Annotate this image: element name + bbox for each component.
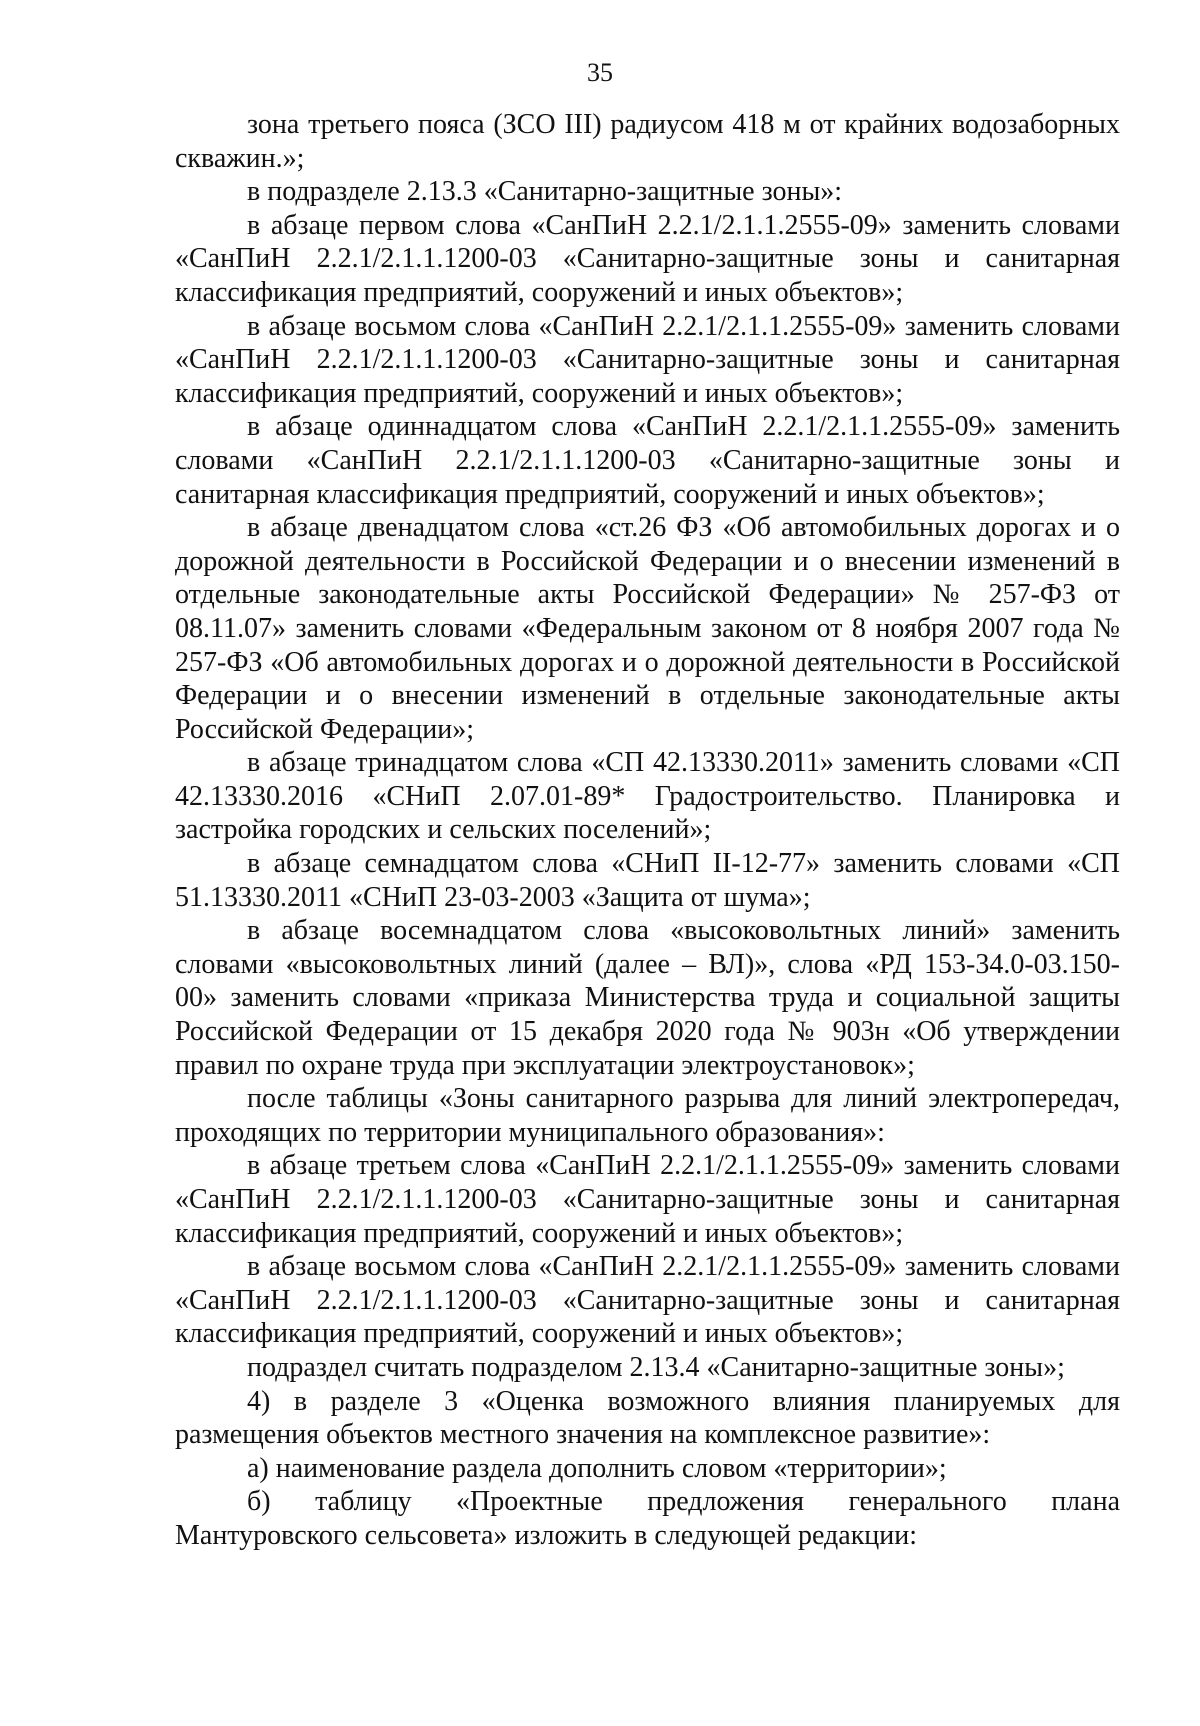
paragraph: в подразделе 2.13.3 «Санитарно-защитные зоны»:	[247, 176, 843, 208]
paragraph: 4) в разделе 3 «Оценка возможного влияния планируемых для размещения объектов местного значения на комплексное развитие»:	[175, 1385, 1120, 1451]
paragraph: в абзаце тринадцатом слова «СП 42.13330.2011» заменить словами «СП 42.13330.2016 «СНиП 2.07.01-89* Градостроительство. Планировка и застройка городских и сельских поселений»;	[175, 747, 1120, 846]
paragraph: в абзаце одиннадцатом слова «СанПиН 2.2.1/2.1.1.2555-09» заменить словами «СанПиН 2.2.1/2.1.1.1200-03 «Санитарно-защитные зоны и санитарная классификация предприятий, сооружений и иных объектов»;	[175, 411, 1120, 510]
paragraph: подраздел считать подразделом 2.13.4 «Санитарно-защитные зоны»;	[247, 1351, 1065, 1383]
paragraph: в абзаце семнадцатом слова «СНиП II-12-77» заменить словами «СП 51.13330.2011 «СНиП 23-03-2003 «Защита от шума»;	[175, 848, 1120, 913]
paragraph: зона третьего пояса (ЗСО III) радиусом 418 м от крайних водозаборных скважин.»;	[175, 109, 1120, 174]
paragraph: в абзаце восьмом слова «СанПиН 2.2.1/2.1.1.2555-09» заменить словами «СанПиН 2.2.1/2.1.1.1200-03 «Санитарно-защитные зоны и санитарная классификация предприятий, сооружений и иных объектов»;	[175, 310, 1120, 409]
paragraph: в абзаце двенадцатом слова «ст.26 ФЗ «Об автомобильных дорогах и о дорожной деятельности в Российской Федерации и о внесении изменений в отдельные законодательные акты Российской Федерации» № 257-ФЗ от 08.11.07» заменить словами «Федеральным законом от 8 ноября 2007 года № 257-ФЗ «Об автомобильных дорогах и о дорожной деятельности в Российской Федерации и о внесении изменений в отдельные законодательные акты Российской Федерации»;	[175, 512, 1120, 745]
paragraph: в абзаце восемнадцатом слова «высоковольтных линий» заменить словами «высоковольтных линий (далее – ВЛ)», слова «РД 153-34.0-03.150-00» заменить словами «приказа Министерства труда и социальной защиты Российской Федерации от 15 декабря 2020 года № 903н «Об утверждении правил по охране труда при эксплуатации электроустановок»;	[175, 915, 1120, 1081]
paragraph: в абзаце первом слова «СанПиН 2.2.1/2.1.1.2555-09» заменить словами «СанПиН 2.2.1/2.1.1.1200-03 «Санитарно-защитные зоны и санитарная классификация предприятий, сооружений и иных объектов»;	[175, 209, 1120, 308]
page-number: 35	[587, 58, 613, 87]
paragraph: в абзаце третьем слова «СанПиН 2.2.1/2.1.1.2555-09» заменить словами «СанПиН 2.2.1/2.1.1.1200-03 «Санитарно-защитные зоны и санитарная классификация предприятий, сооружений и иных объектов»;	[175, 1150, 1120, 1249]
paragraph: б) таблицу «Проектные предложения генерального плана Мантуровского сельсовета» изложить в следующей редакции:	[175, 1486, 1120, 1551]
document-body	[175, 108, 1120, 1553]
paragraph: в абзаце восьмом слова «СанПиН 2.2.1/2.1.1.2555-09» заменить словами «СанПиН 2.2.1/2.1.1.1200-03 «Санитарно-защитные зоны и санитарная классификация предприятий, сооружений и иных объектов»;	[175, 1251, 1120, 1350]
paragraph: а) наименование раздела дополнить словом «территории»;	[247, 1452, 947, 1484]
paragraph: после таблицы «Зоны санитарного разрыва для линий электропередач, проходящих по территории муниципального образования»:	[175, 1083, 1120, 1148]
